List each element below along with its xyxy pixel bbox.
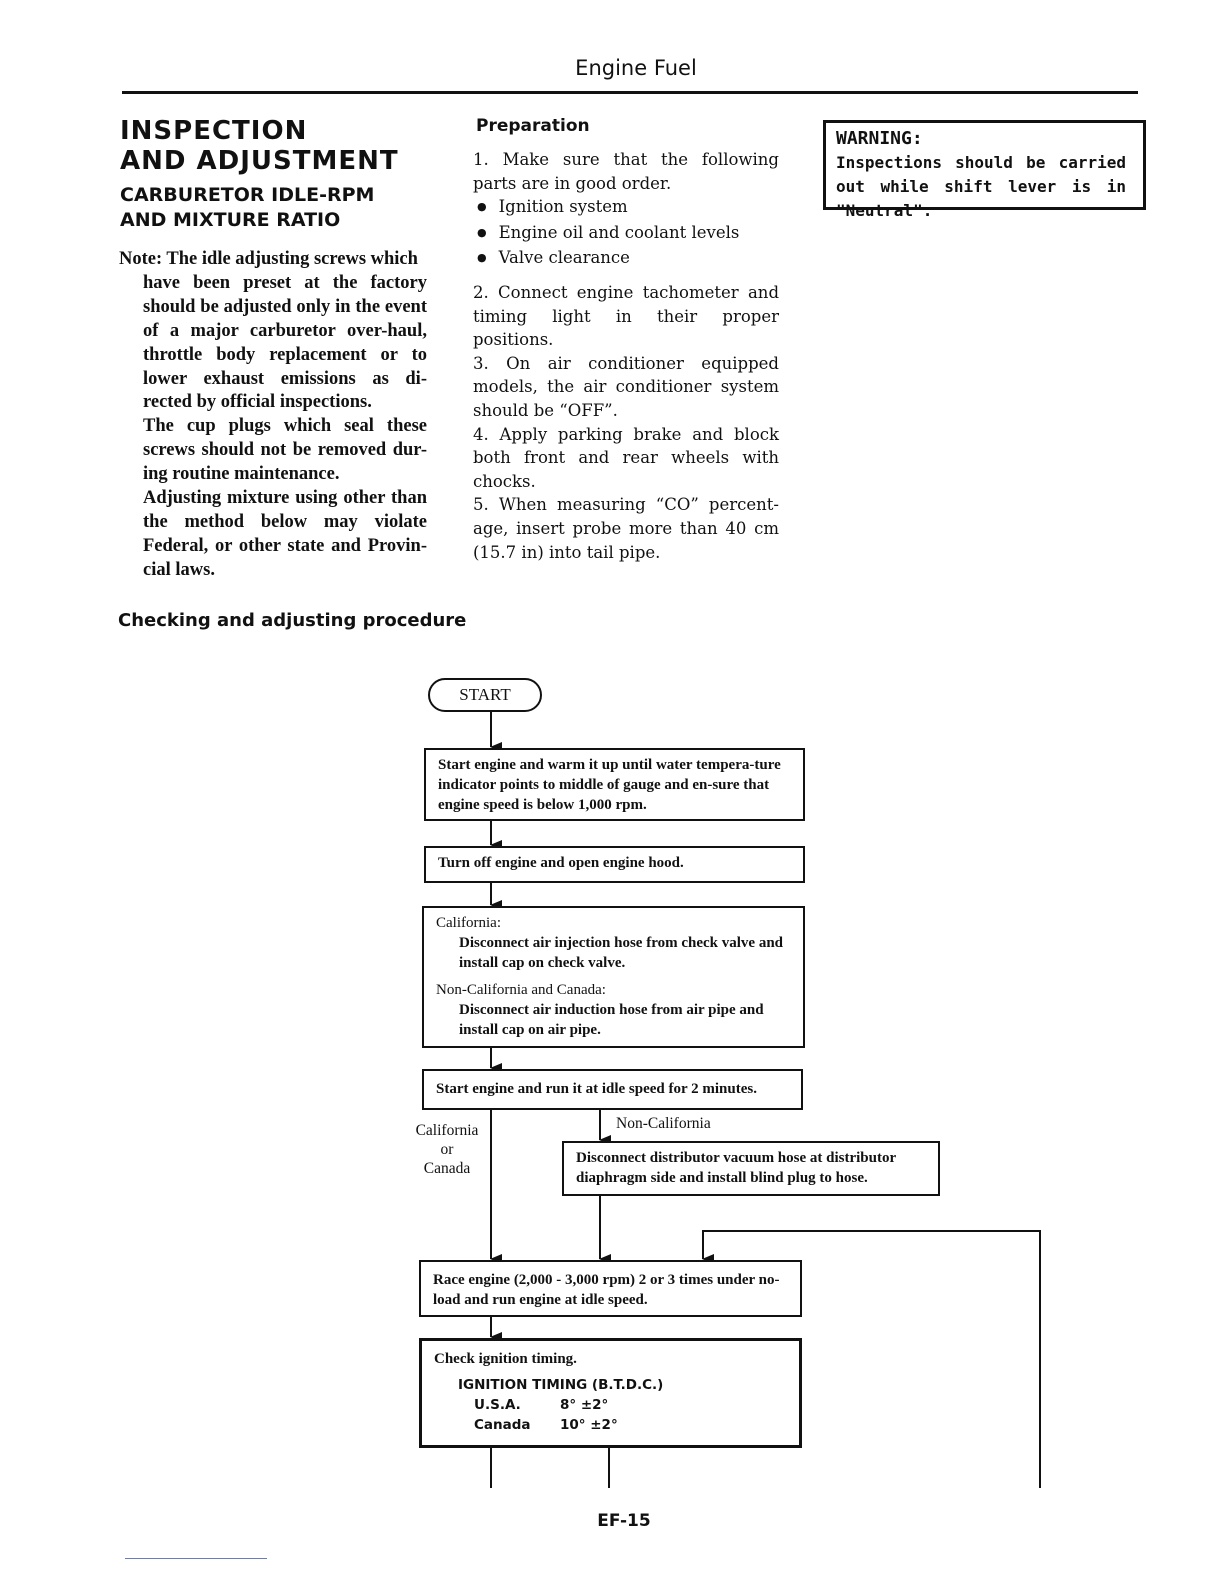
section-title-2: AND ADJUSTMENT <box>120 146 399 176</box>
start-terminal: START <box>428 678 542 712</box>
california-label: California: <box>436 915 501 931</box>
california-text: Disconnect air injection hose from check valve and install cap on check valve. <box>459 935 784 971</box>
flow-step-3 <box>422 906 805 1048</box>
prep-bullet: ● Engine oil and coolant levels <box>473 221 779 247</box>
procedure-heading: Checking and adjusting procedure <box>118 610 467 631</box>
timing-value: 8° ±2° <box>560 1397 609 1413</box>
prep-step-3: 3. On air conditioner equipped models, the air conditioner system should be “OFF”. <box>473 353 779 420</box>
non-california-label: Non-California and Canada: <box>436 982 606 998</box>
branch-text: or <box>440 1141 454 1158</box>
non-california-text: Disconnect air induction hose from air pipe and install cap on air pipe. <box>459 1002 764 1038</box>
prep-step-1: 1. Make sure that the following parts are in good order. <box>473 150 779 193</box>
prep-step-5: 5. When measuring “CO” percent-age, insert probe more than 40 cm (15.7 in) into tail pipe. <box>473 495 779 562</box>
note-line: Note: The idle adjusting screws which <box>119 249 418 269</box>
flow-step-1: Start engine and warm it up until water tempera-ture indicator points to middle of gauge and en-sure that engine speed is below 1,000 rpm. <box>424 748 805 821</box>
footer-rule <box>125 1558 267 1559</box>
timing-region: U.S.A. <box>474 1397 521 1413</box>
note-paragraph: have been preset at the factory should be adjusted only in the event of a major carburetor over-haul, throttle body replacement or to lower exhaust emissions as di-rected by official inspections. <box>143 272 427 413</box>
flow-step-4: Start engine and run it at idle speed for 2 minutes. <box>422 1069 803 1110</box>
timing-region: Canada <box>474 1417 531 1433</box>
subsection-title-2: AND MIXTURE RATIO <box>120 209 341 231</box>
preparation-heading: Preparation <box>476 116 590 136</box>
branch-text: California <box>415 1122 479 1139</box>
timing-table-title: IGNITION TIMING (B.T.D.C.) <box>458 1377 664 1393</box>
flow-step-2: Turn off engine and open engine hood. <box>424 846 805 883</box>
prep-step-2: 2. Connect engine tachometer and timing light in their proper positions. <box>473 282 779 350</box>
section-title-1: INSPECTION <box>120 116 308 146</box>
flow-step-5: Disconnect distributor vacuum hose at distributor diaphragm side and install blind plug to hose. <box>562 1141 940 1196</box>
flow-step-7 <box>419 1338 802 1448</box>
timing-row <box>474 1415 787 1435</box>
page-header: Engine Fuel <box>575 56 697 80</box>
note-paragraph: The cup plugs which seal these screws should not be removed dur-ing routine maintenance. <box>143 416 427 485</box>
branch-text: Canada <box>423 1160 471 1177</box>
check-timing-text: Check ignition timing. <box>434 1351 577 1367</box>
timing-value: 10° ±2° <box>560 1417 618 1433</box>
branch-label-non-california: Non-California <box>616 1115 711 1132</box>
subsection-title-1: CARBURETOR IDLE-RPM <box>120 184 375 206</box>
prep-bullet: ● Valve clearance <box>473 246 779 272</box>
warning-text: Inspections should be carried out while shift lever is in "Neutral". <box>836 153 1126 220</box>
prep-bullet: ● Ignition system <box>473 195 779 221</box>
flow-step-6: Race engine (2,000 - 3,000 rpm) 2 or 3 times under no-load and run engine at idle speed. <box>419 1260 802 1317</box>
prep-step-4: 4. Apply parking brake and block both front and rear wheels with chocks. <box>473 424 779 491</box>
timing-row <box>474 1395 787 1415</box>
page-number: EF-15 <box>597 1511 651 1531</box>
branch-label-california <box>412 1121 482 1178</box>
warning-title: WARNING: <box>836 128 923 149</box>
note-paragraph: Adjusting mixture using other than the method below may violate Federal, or other state and Provin-cial laws. <box>143 488 427 580</box>
